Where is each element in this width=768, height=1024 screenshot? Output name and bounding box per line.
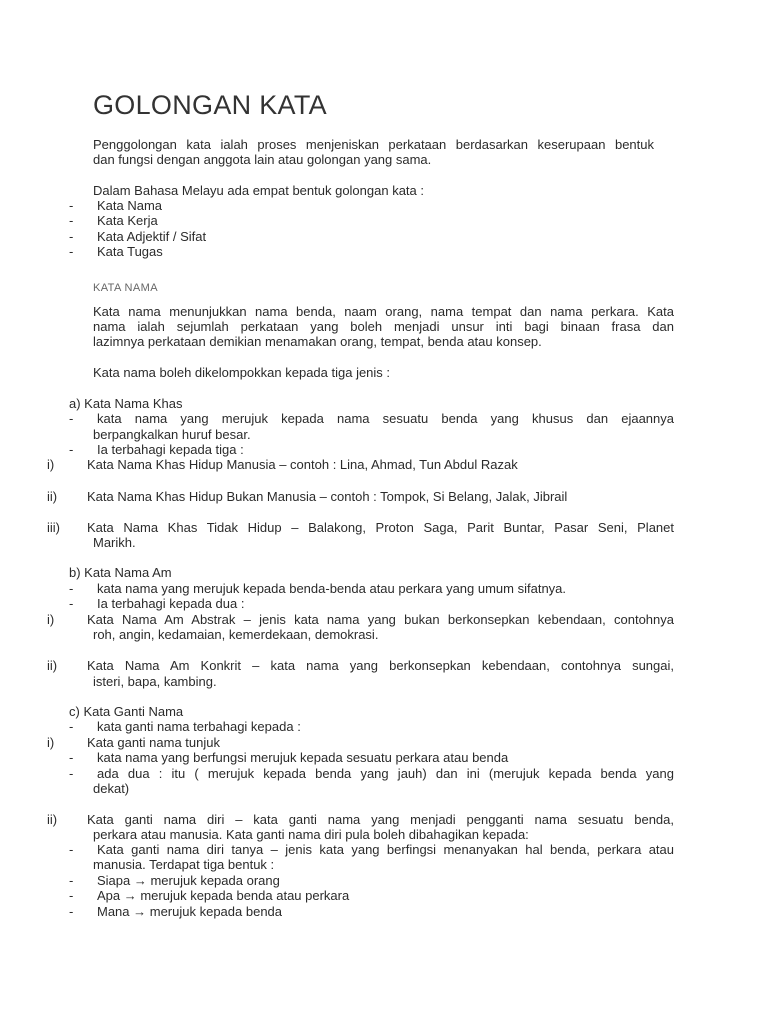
definition-line: kata nama yang merujuk kepada benda-benda atau perkara yang umum sifatnya. (97, 581, 567, 596)
split-intro: Ia terbahagi kepada dua : (97, 596, 245, 611)
list-item: Mana → merujuk kepada benda (97, 904, 283, 919)
groups-intro: Kata nama boleh dikelompokkan kepada tiga jenis : (93, 365, 391, 380)
bullet-text: Kata ganti nama diri tanya – jenis kata yang berfingsi menanyakan hal benda, perkara atau (97, 842, 674, 857)
item-text: roh, angin, kedamaian, kemerdekaan, demokrasi. (93, 627, 379, 642)
subsection-label: b) Kata Nama Am (69, 565, 172, 580)
list-dash: - (69, 842, 74, 857)
list-item: Kata Tugas (97, 244, 163, 259)
split-intro: kata ganti nama terbahagi kepada : (97, 719, 301, 734)
item-text: Kata Nama Khas Hidup Bukan Manusia – contoh : Tompok, Si Belang, Jalak, Jibrail (87, 489, 568, 504)
paragraph-line: lazimnya perkataan demikian menamakan orang, tempat, benda atau konsep. (93, 334, 542, 349)
item-text: Kata Nama Am Abstrak – jenis kata nama yang bukan berkonsepkan kebendaan, contohnya (87, 612, 674, 627)
list-dash: - (69, 198, 74, 213)
paragraph-line: Kata nama menunjukkan nama benda, naam orang, nama tempat dan nama perkara. Kata (93, 304, 674, 319)
list-dash: - (69, 766, 74, 781)
item-number: ii) (47, 658, 58, 673)
definition-line: berpangkalkan huruf besar. (93, 427, 251, 442)
item-number: iii) (47, 520, 60, 535)
item-number: i) (47, 612, 55, 627)
intro-line: Penggolongan kata ialah proses menjeniskan perkataan berdasarkan keserupaan bentuk (93, 137, 654, 152)
list-item: Kata Kerja (97, 213, 158, 228)
bullet-text: kata nama yang berfungsi merujuk kepada sesuatu perkara atau benda (97, 750, 509, 765)
list-dash: - (69, 873, 74, 888)
bullet-text: manusia. Terdapat tiga bentuk : (93, 857, 275, 872)
list-dash: - (69, 229, 74, 244)
item-text: Kata Nama Khas Tidak Hidup – Balakong, Proton Saga, Parit Buntar, Pasar Seni, Planet (87, 520, 674, 535)
list-dash: - (69, 213, 74, 228)
item-text: isteri, bapa, kambing. (93, 674, 217, 689)
list-item: Kata Nama (97, 198, 163, 213)
subsection-label: c) Kata Ganti Nama (69, 704, 184, 719)
subsection-label: a) Kata Nama Khas (69, 396, 183, 411)
item-number: ii) (47, 489, 58, 504)
item-text: Kata ganti nama tunjuk (87, 735, 220, 750)
list-dash: - (69, 411, 74, 426)
item-number: ii) (47, 812, 58, 827)
page-title: GOLONGAN KATA (93, 90, 327, 120)
bullet-text: ada dua : itu ( merujuk kepada benda yang jauh) dan ini (merujuk kepada benda yang (97, 766, 674, 781)
item-number: i) (47, 457, 55, 472)
item-text: Kata Nama Am Konkrit – kata nama yang berkonsepkan kebendaan, contohnya sungai, (87, 658, 674, 673)
item-text: Kata ganti nama diri – kata ganti nama yang menjadi pengganti nama sesuatu benda, (87, 812, 674, 827)
list-dash: - (69, 888, 74, 903)
item-text: Marikh. (93, 535, 136, 550)
list-dash: - (69, 719, 74, 734)
section-heading: KATA NAMA (93, 282, 158, 294)
list-dash: - (69, 442, 74, 457)
list-item: Kata Adjektif / Sifat (97, 229, 207, 244)
list-dash: - (69, 244, 74, 259)
paragraph-line: nama ialah sejumlah perkataan yang boleh menjadi unsur inti bagi binaan frasa dan (93, 319, 674, 334)
list-dash: - (69, 904, 74, 919)
definition-line: kata nama yang merujuk kepada nama sesuatu benda yang khusus dan ejaannya (97, 411, 674, 426)
intro-line: dan fungsi dengan anggota lain atau golongan yang sama. (93, 152, 432, 167)
list-dash: - (69, 750, 74, 765)
split-intro: Ia terbahagi kepada tiga : (97, 442, 244, 457)
list-item: Siapa → merujuk kepada orang (97, 873, 280, 888)
list-dash: - (69, 581, 74, 596)
bullet-text: dekat) (93, 781, 130, 796)
list-dash: - (69, 596, 74, 611)
list-item: Apa → merujuk kepada benda atau perkara (97, 888, 350, 903)
item-text: Kata Nama Khas Hidup Manusia – contoh : Lina, Ahmad, Tun Abdul Razak (87, 457, 518, 472)
types-intro: Dalam Bahasa Melayu ada empat bentuk golongan kata : (93, 183, 424, 198)
item-number: i) (47, 735, 55, 750)
item-text: perkara atau manusia. Kata ganti nama diri pula boleh dibahagikan kepada: (93, 827, 529, 842)
